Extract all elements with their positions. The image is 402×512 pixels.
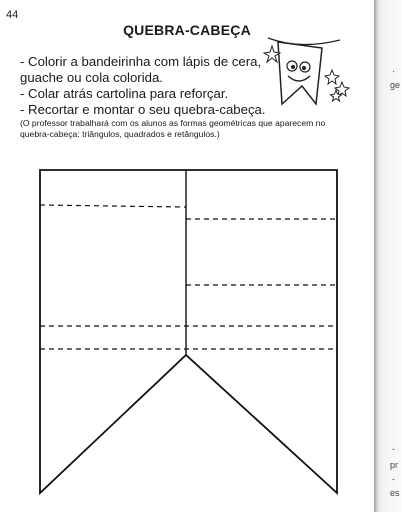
instruction-line: guache ou cola colorida.	[20, 70, 163, 85]
instruction-line: - Recortar e montar o seu quebra-cabeça.	[20, 102, 266, 117]
cut-line	[40, 205, 186, 207]
adjacent-page-fragment: pr	[390, 460, 399, 470]
teacher-note-line: quebra-cabeça: triângulos, quadrados e retângulos.)	[20, 129, 220, 139]
adjacent-page-fragment: -	[392, 444, 395, 454]
teacher-note-line: (O professor trabalhará com os alunos as formas geométricas que aparecem no	[20, 118, 326, 128]
adjacent-page-fragment: -	[392, 474, 395, 484]
instruction-line: - Colar atrás cartolina para reforçar.	[20, 86, 229, 101]
adjacent-page-fragment: ge	[390, 80, 401, 90]
page-number: 44	[6, 9, 19, 21]
adjacent-page-fragment: es	[390, 488, 400, 498]
book-gutter	[374, 0, 402, 512]
adjacent-page-fragment: ·	[392, 66, 395, 76]
page-title: QUEBRA-CABEÇA	[123, 22, 251, 38]
instruction-line: - Colorir a bandeirinha com lápis de cera,	[20, 54, 262, 69]
